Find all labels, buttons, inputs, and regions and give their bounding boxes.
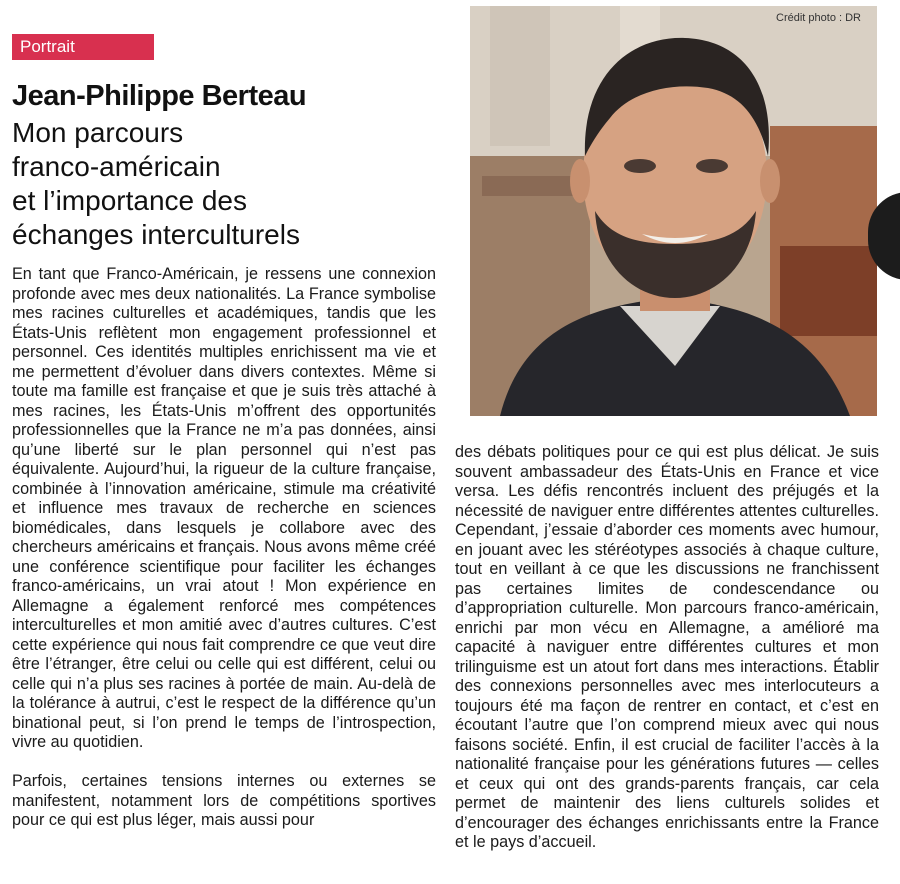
headline-line: Mon parcours xyxy=(12,117,184,148)
headline-line: et l’importance des xyxy=(12,185,248,216)
article-column-left xyxy=(12,265,436,831)
photo-credit: Crédit photo : DR xyxy=(776,12,861,24)
headline xyxy=(12,116,442,252)
portrait-illustration xyxy=(470,6,877,416)
person-name: Jean-Philippe Berteau xyxy=(12,80,307,112)
article-column-right xyxy=(455,443,879,853)
paragraph: En tant que Franco-Américain, je ressens une connexion profonde avec mes deux nationalités. La France symbolise mes racines culturelles et académiques, tandis que les États-Unis reflètent mon engagement professionnel et personnel. Ces identités multiples enrichissent ma vie et me permettent d’évoluer dans divers contextes. Même si toute ma famille est française et que je suis très attaché à mes racines, les États-Unis m’offrent des opportunités professionnelles que la France ne m’a pas données, ainsi qu’une liberté sur le plan personnel qui n’est pas équivalente. Aujourd’hui, la rigueur de la culture française, combinée à l’innovation américaine, stimule ma créativité et influence mes travaux de recherche en sciences biomédicales, dans lesquels je collabore avec des chercheurs américains et français. Nous avons même créé une conférence scientifique pour faciliter les échanges franco-américains, un vrai atout ! Mon expérience en Allemagne a également renforcé mes compétences interculturelles et mon amitié avec d’autres cultures. C’est cette expérience qui nous fait comprendre ce que veut dire être l’étranger, être celui ou celle qui est différent, celui ou celle qui n’a plus ses racines à portée de main. Au-delà de la tolérance à autrui, c’est le respect de la différence qu’un binational peut, si l’on prend le temps de l’introspection, vivre au quotidien. xyxy=(12,265,436,751)
paragraph: des débats politiques pour ce qui est plus délicat. Je suis souvent ambassadeur des États-Unis en France et vice versa. Les défis rencontrés incluent des préjugés et la nécessité de naviguer entre différentes attentes culturelles. Cependant, j’essaie d’aborder ces moments avec humour, en jouant avec les stéréotypes associés à chaque culture, tout en veillant à ce que les discussions ne franchissent pas certaines limites de condescendance ou d’appropriation culturelle. Mon parcours franco-américain, enrichi par mon vécu en Allemagne, a amélioré ma capacité à naviguer entre différentes cultures et mon trilinguisme est un atout fort dans mes interactions. Établir des connexions personnelles avec mes interlocuteurs a toujours été ma façon de rentrer en contact, et c’est en écoutant l’autre que l’on comprend mieux avec qui nous faisons société. Enfin, il est crucial de faciliter l’accès à la nationalité française pour les générations futures — celles et ceux qui ont des grands-parents français, car cela permet de maintenir des liens culturels solides et d’encourager des échanges enrichissants entre la France et le pays d’accueil. xyxy=(455,443,879,851)
headline-line: franco-américain xyxy=(12,151,221,182)
headline-line: échanges interculturels xyxy=(12,219,300,250)
section-tag: Portrait xyxy=(12,34,154,60)
paragraph: Parfois, certaines tensions internes ou externes se manifestent, notamment lors de compétitions sportives pour ce qui est plus léger, mais aussi pour xyxy=(12,772,436,829)
portrait-photo xyxy=(470,6,877,416)
